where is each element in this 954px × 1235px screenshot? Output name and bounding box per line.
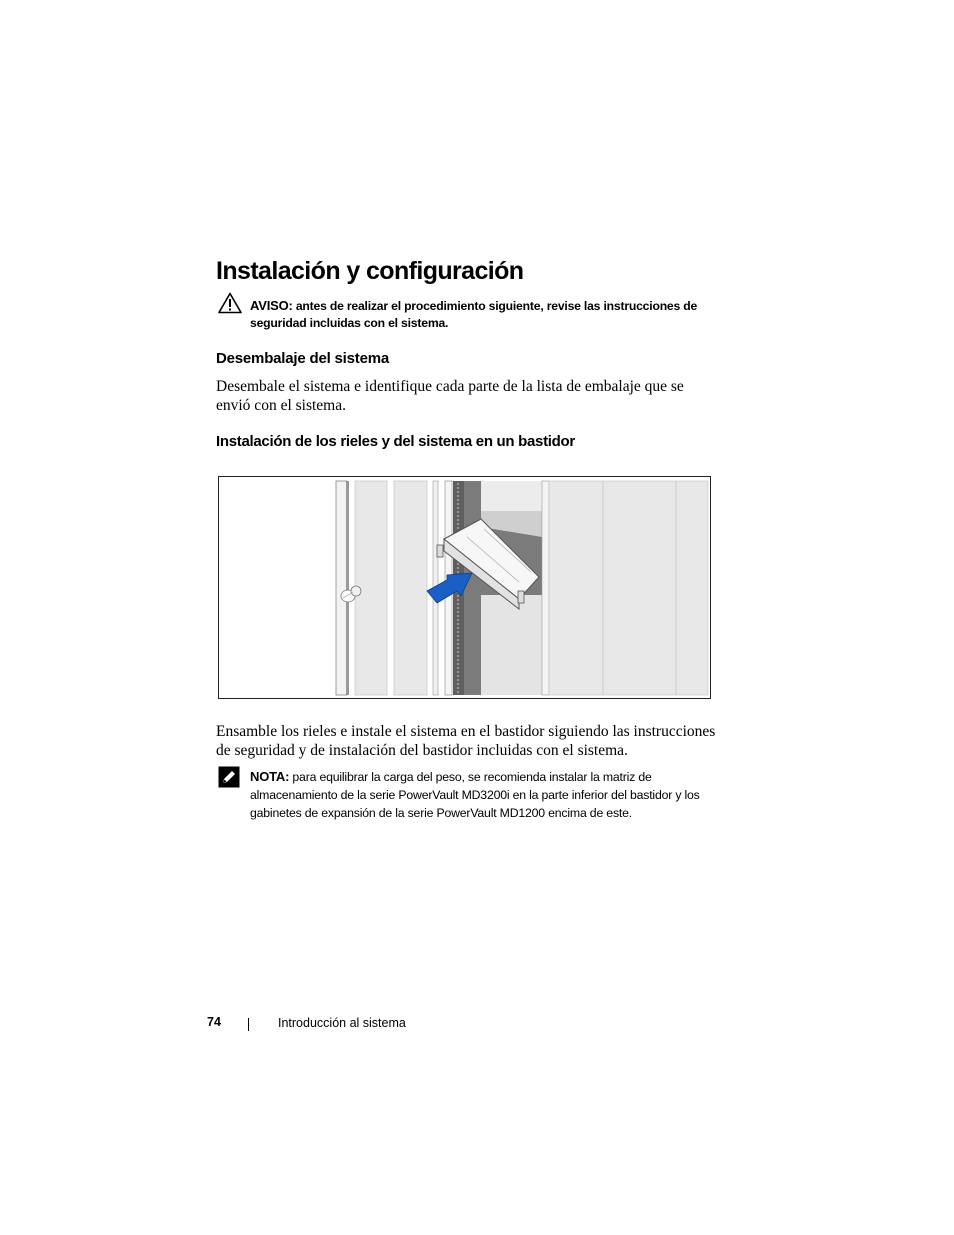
paragraph-unpack: Desembale el sistema e identifique cada parte de la lista de embalaje que se envió con el sistema. xyxy=(216,378,684,414)
paragraph-rack: Ensamble los rieles e instale el sistema en el bastidor siguiendo las instrucciones de seguridad y de instalación del bastidor incluidas con el sistema. xyxy=(216,723,716,759)
note-label: NOTA: xyxy=(250,769,290,784)
warning-notice xyxy=(250,297,720,332)
warning-triangle-icon xyxy=(218,292,242,314)
note-body: para equilibrar la carga del peso, se recomienda instalar la matriz de almacenamiento de la serie PowerVault MD3200i en la parte inferior del bastidor y los gabinetes de expansión de la serie PowerVault MD1200 encima de este. xyxy=(250,770,700,820)
page-number: 74 xyxy=(207,1015,221,1029)
rack-illustration xyxy=(219,477,710,698)
footer-divider xyxy=(248,1018,249,1031)
note-notice xyxy=(250,768,720,822)
page-title: Instalación y configuración xyxy=(216,257,524,285)
warning-label: AVISO: xyxy=(250,298,293,313)
section-heading-rack: Instalación de los rieles y del sistema en un bastidor xyxy=(216,433,575,450)
warning-body: antes de realizar el procedimiento siguiente, revise las instrucciones de seguridad incluidas con el sistema. xyxy=(250,299,698,330)
footer-section-title: Introducción al sistema xyxy=(278,1016,406,1030)
section-heading-unpack: Desembalaje del sistema xyxy=(216,350,389,367)
rack-installation-figure xyxy=(218,476,711,699)
note-pencil-icon xyxy=(218,766,240,788)
